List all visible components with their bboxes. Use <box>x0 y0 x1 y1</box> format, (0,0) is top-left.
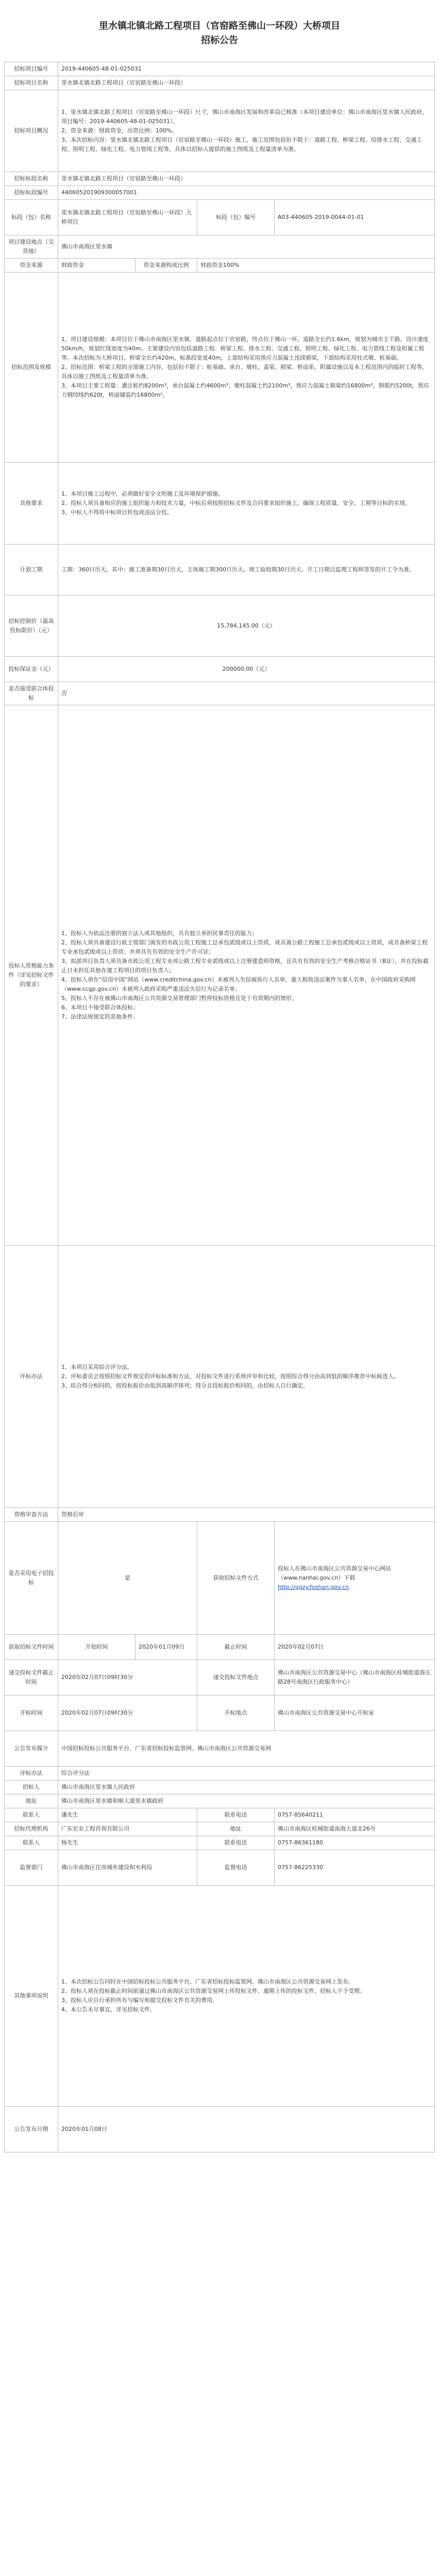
value-tender-code: 440605201909300057001 <box>58 186 435 200</box>
label-owner-contact: 联系人 <box>5 1808 58 1822</box>
row-electronic-bid <box>5 1522 435 1635</box>
row-agent <box>5 1822 435 1836</box>
label-publish-media: 公告发布媒介 <box>5 1731 58 1767</box>
value-bidder-requirements: 1、投标人为依法注册的独立法人或其他组织，具有独立承担民事责任的能力； 2、投标人须具备建设行政主管部门颁发的市政公用工程施工总承包贰级或以上资质，或具备公路工程施工总承包贰级或以上资质，或具备桥梁工程专业承包贰级或以上资质；并须具有有效的安全生产许可证； 3、拟派项目负责人须具备市政公用工程专业或公路工程专业贰级或以上注册建造师资格，且具有有效的安全生产考核合格证书（B证），并在投标截止日未担任其他在建工程项目的项目负责人； 4、投标人须在“信用中国”网站（www.creditchina.gov.cn）未被列入失信被执行人名单、重大税收违法案件当事人名单，在中国政府采购网（www.ccgp.gov.cn）未被列入政府采购严重违法失信行为记录名单； 5、投标人不存在被佛山市南海区公共资源交易管理部门暂停投标资格且处于有效期内的情形； 6、本项目不接受联合体投标； 7、法律法规规定的其他条件。 <box>58 705 435 1246</box>
label-bid-deadline: 递交投标文件截止时间 <box>5 1660 58 1696</box>
value-opening: 2020年02月07日09时30分 <box>58 1696 197 1731</box>
value-review-method: 综合评分法 <box>58 1767 435 1781</box>
label-bidder-requirements: 投标人资格能力条件（详见招标文件的要求） <box>5 705 58 1246</box>
row-project-code <box>5 62 435 76</box>
label-bid-place: 递交投标文件地点 <box>197 1660 275 1696</box>
value-project-name: 里水镇北镇北路工程项目（官窑路至佛山一环段） <box>58 76 435 90</box>
label-review-method: 评标办法 <box>5 1767 58 1781</box>
label-project-overview: 招标项目概况 <box>5 90 58 172</box>
label-project-code: 招标项目编号 <box>5 62 58 76</box>
value-doc-end: 2020年02月07日 <box>275 1635 435 1660</box>
value-review-statement: 资格后审 <box>58 1508 435 1522</box>
row-other-notes <box>5 1886 435 2107</box>
label-publish-date: 公告发布日期 <box>5 2107 58 2153</box>
label-supervisor-phone: 监督电话 <box>197 1850 275 1886</box>
label-location: 项目建设地点（交货地） <box>5 235 58 259</box>
label-funding: 资金来源 <box>5 259 58 273</box>
value-supervisor-phone: 0757-86225330 <box>275 1850 435 1886</box>
row-margin <box>5 657 435 682</box>
row-tender-name <box>5 172 435 186</box>
online-method-link[interactable]: http://ggzy.foshan.gov.cn <box>278 1584 349 1590</box>
label-agent-contact: 联系人 <box>5 1836 58 1850</box>
value-agent: 广东宏业工程咨询有限公司 <box>58 1822 197 1836</box>
row-section-info <box>5 200 435 235</box>
label-review-statement: 资格审查方法 <box>5 1508 58 1522</box>
row-owner <box>5 1781 435 1794</box>
value-scope: 1、项目建设规模：本项目位于佛山市南海区里水镇，道路起点位于官窑路，终点位于佛山一环，道路全长约1.6km，规划为城市主干路，设计速度50km/h，规划红线宽度为40m。主要建设内容包括道路工程、桥梁工程、排水工程、交通工程、照明工程、绿化工程、电力管线工程及附属工程等。本次招标为大桥项目，桥梁全长约420m，标准段宽度40m，上部结构采用预应力混凝土连续箱梁，下部结构采用柱式墩、桩基础。 2、招标范围：桥梁工程的全部施工内容，包括但不限于：桩基础、承台、墩柱、盖梁、箱梁、桥面系、附属设施以及本工程范围内的临时工程等，具体以施工图纸及工程量清单为准。 3、本项目主要工程量：灌注桩约8200m³，承台混凝土约4600m³，墩柱混凝土约2100m³，预应力混凝土箱梁约16800m³，钢筋约5200t，预应力钢绞线约620t，桥面铺装约16800m²。 <box>58 273 435 463</box>
label-tender-code: 招标标段编号 <box>5 186 58 200</box>
value-agent-contact: 杨先生 <box>58 1836 197 1850</box>
row-review-statement <box>5 1508 435 1522</box>
value-bid-place: 佛山市南海区公共资源交易中心（佛山市南海区桂城街道海五路28号南海区行政服务中心） <box>275 1660 435 1696</box>
value-supervisor: 佛山市南海区住房城乡建设和水利局 <box>58 1850 197 1886</box>
row-funding <box>5 259 435 273</box>
value-project-overview: 1、里水镇北镇北路工程项目（官窑路至佛山一环段）尺寸，佛山市南海区发展和改革局已核准（本项目建设单位：佛山市南海区里水镇人民政府，项目编号：2019-440605-48-01-025031）。 2、资金来源：财政资金，出资比例：100%。 3、本次招标内容：里水镇北镇北路工程项目（官窑路至佛山一环段）施工，施工范围包括但不限于：道路工程、桥梁工程、给排水工程、交通工程、照明工程、绿化工程、电力管线工程等，具体以招标人提供的施工图纸及工程量清单为准。 <box>58 90 435 172</box>
value-duration: 工期：360日历天，其中：施工准备期30日历天，主体施工期300日历天，竣工验收期30日历天。开工日期以监理工程师签发的开工令为准。 <box>58 545 435 596</box>
row-ceiling <box>5 596 435 657</box>
row-evaluation <box>5 1246 435 1508</box>
page-title: 里水镇北镇北路工程项目（官窑路至佛山一环段）大桥项目 <box>99 21 340 31</box>
value-publish-date: 2020年01月08日 <box>58 2107 435 2153</box>
label-tender-name: 招标标段名称 <box>5 172 58 186</box>
value-funding-ratio: 财政资金100% <box>197 259 435 273</box>
value-margin: 200000.00（元） <box>58 657 435 682</box>
label-doc-period: 获取招标文件时间 <box>5 1635 58 1660</box>
row-other-requirements <box>5 463 435 545</box>
value-location: 佛山市南海区里水镇 <box>58 235 435 259</box>
row-review-method <box>5 1767 435 1781</box>
value-publish-media: 中国招标投标公共服务平台、广东省招标投标监管网、佛山市南海区公共资源交易网 <box>58 1731 435 1767</box>
row-project-name <box>5 76 435 90</box>
row-bidder-requirements <box>5 705 435 1246</box>
value-doc-start: 2020年01月09日 <box>136 1635 197 1660</box>
label-supervisor: 监督部门 <box>5 1850 58 1886</box>
label-funding-ratio: 资金来源构成比例 <box>136 259 197 273</box>
online-method-text: 投标人在佛山市南海区公共资源交易中心网站（www.nanhai.gov.cn）下载 <box>278 1565 391 1581</box>
row-opening <box>5 1696 435 1731</box>
value-owner-phone: 0757-85640211 <box>275 1808 435 1822</box>
value-owner-address: 佛山市南海区里水镇和顺大道里水镇政府 <box>58 1794 435 1808</box>
value-owner: 佛山市南海区里水镇人民政府 <box>58 1781 435 1794</box>
row-publish-date <box>5 2107 435 2153</box>
label-owner-address: 地址 <box>5 1794 58 1808</box>
label-online-method: 获取招标文件方式 <box>197 1522 275 1635</box>
row-owner-contact <box>5 1808 435 1822</box>
label-opening-place: 开标地点 <box>197 1696 275 1731</box>
value-bid-deadline: 2020年02月07日09时30分 <box>58 1660 197 1696</box>
label-scope: 招标范围及规模 <box>5 273 58 463</box>
page-subtitle: 招标公告 <box>201 35 238 46</box>
label-section-code: 标段（包）编号 <box>197 200 275 235</box>
label-doc-end: 截止时间 <box>197 1635 275 1660</box>
value-ceiling: 15,784,145.00（元） <box>58 596 435 657</box>
row-scope <box>5 273 435 463</box>
value-consortium: 否 <box>58 682 435 705</box>
value-project-code: 2019-440605-48-01-025031 <box>58 62 435 76</box>
value-funding: 财政资金 <box>58 259 136 273</box>
label-opening: 开标时间 <box>5 1696 58 1731</box>
label-agent-phone: 联系电话 <box>197 1836 275 1850</box>
value-other-notes: 1、本次招标公告同时在中国招标投标公共服务平台、广东省招标投标监管网、佛山市南海区公共资源交易网上发布。 2、投标人须在投标截止时间前通过佛山市南海区公共资源交易网上传投标文件，逾期上传的投标文件，招标人不予受理。 3、投标人应自行承担所有与编写和提交投标文件有关的费用。 4、本公告未尽事宜，详见招标文件。 <box>58 1886 435 2107</box>
row-location <box>5 235 435 259</box>
label-owner-phone: 联系电话 <box>197 1808 275 1822</box>
value-other-requirements: 1、本项目施工过程中，必须做好安全文明施工及环境保护措施。 2、投标人须具备相应的施工组织能力和技术力量，中标后须按照招标文件及合同要求组织施工，确保工程质量、安全、工期等目标的实现。 3、中标人不得将中标项目转包或违法分包。 <box>58 463 435 545</box>
label-project-name: 招标项目名称 <box>5 76 58 90</box>
label-owner: 招标人 <box>5 1781 58 1794</box>
value-section-code: A03-440605-2019-0044-01-01 <box>275 200 435 235</box>
value-online-method <box>275 1522 435 1635</box>
value-owner-contact: 潘先生 <box>58 1808 197 1822</box>
label-margin: 投标保证金（元） <box>5 657 58 682</box>
value-agent-phone: 0757-86361180 <box>275 1836 435 1850</box>
label-evaluation: 评标办法 <box>5 1246 58 1508</box>
row-supervisor <box>5 1850 435 1886</box>
label-agent-address: 地址 <box>197 1822 275 1836</box>
row-consortium <box>5 682 435 705</box>
value-agent-address: 佛山市南海区桂城街道南海大道北26号 <box>275 1822 435 1836</box>
value-electronic-bid: 是 <box>58 1522 197 1635</box>
value-section-name: 里水镇北镇北路工程项目（官窑路至佛山一环段）大桥项目 <box>58 200 197 235</box>
label-other-notes: 其他事项说明 <box>5 1886 58 2107</box>
row-publish-media <box>5 1731 435 1767</box>
row-doc-period <box>5 1635 435 1660</box>
label-agent: 招标代理机构 <box>5 1822 58 1836</box>
label-ceiling: 招标控制价（最高投标限价）（元） <box>5 596 58 657</box>
value-tender-name: 里水镇北镇北路工程项目（官窑路至佛山一环段） <box>58 172 435 186</box>
row-tender-code <box>5 186 435 200</box>
label-section-name: 标段（包）名称 <box>5 200 58 235</box>
announcement-table <box>4 62 435 2153</box>
label-other-requirements: 其他要求 <box>5 463 58 545</box>
label-electronic-bid: 是否采用电子招投标 <box>5 1522 58 1635</box>
row-duration <box>5 545 435 596</box>
row-project-overview <box>5 90 435 172</box>
value-opening-place: 佛山市南海区公共资源交易中心开标室 <box>275 1696 435 1731</box>
label-consortium: 是否接受联合体投标 <box>5 682 58 705</box>
value-evaluation: 1、本项目采用综合评分法。 2、评标委员会按照招标文件规定的评标标准和方法，对投标文件进行系统评审和比较，按照综合得分由高到低的顺序推荐中标候选人。 3、综合得分相同的，按投标报价由低到高顺序排列；得分且投标报价相同的，由招标人自行确定。 <box>58 1246 435 1508</box>
row-bid-deadline <box>5 1660 435 1696</box>
row-owner-address <box>5 1794 435 1808</box>
row-agent-contact <box>5 1836 435 1850</box>
label-doc-start: 开始时间 <box>58 1635 136 1660</box>
label-duration: 计划工期 <box>5 545 58 596</box>
